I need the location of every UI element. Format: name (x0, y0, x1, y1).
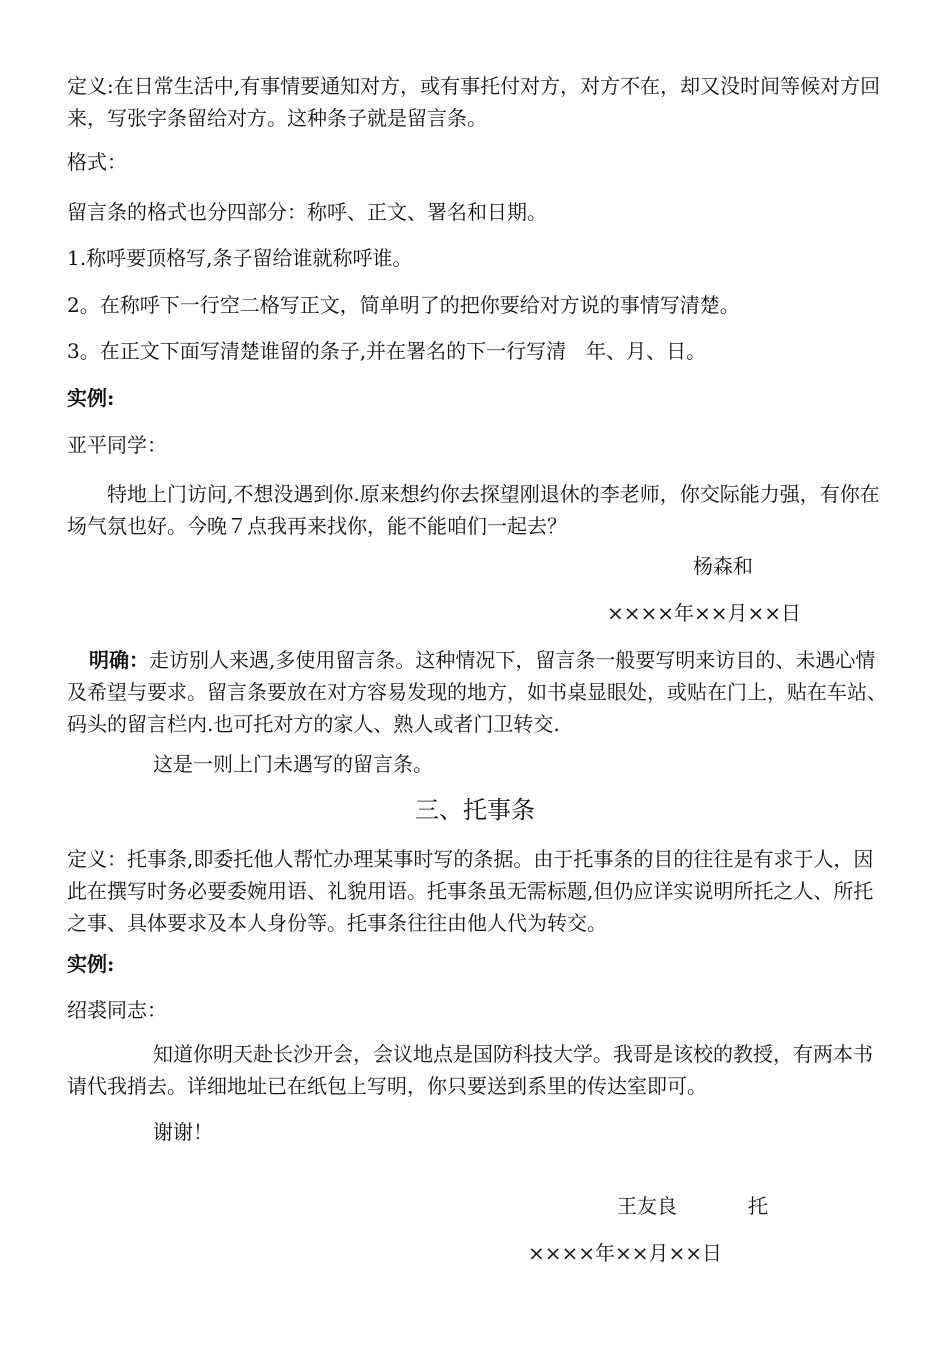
clarify-text: 走访别人来遇,多使用留言条。这种情况下，留言条一般要写明来访目的、未遇心情及希望与要求。留言条要放在对方容易发现的地方，如书桌显眼处，或贴在门上，贴在车站、码头的留言栏内.也可托对方的家人、熟人或者门卫转交. (67, 648, 887, 736)
format-rule-2: 2。在称呼下一行空二格写正文，简单明了的把你要给对方说的事情写清楚。 (67, 293, 740, 317)
example-salutation: 亚平同学： (67, 433, 167, 457)
example2-salutation: 绍裘同志： (67, 998, 167, 1022)
example2-signature-suffix: 托 (748, 1194, 768, 1218)
example-body: 特地上门访问,不想没遇到你.原来想约你去探望刚退休的李老师，你交际能力强，有你在场气氛也好。今晚７点我再来找你，能不能咱们一起去？ (67, 482, 880, 538)
format-label: 格式： (67, 150, 127, 174)
format-rule-3: 3。在正文下面写清楚谁留的条子,并在署名的下一行写清 年、月、日。 (67, 339, 707, 363)
example2-body: 知道你明天赴长沙开会，会议地点是国防科技大学。我哥是该校的教授，有两本书请代我捎去。详细地址已在纸包上写明，你只要送到系里的传达室即可。 (67, 1042, 873, 1098)
example-label: 实例: (67, 386, 115, 410)
example-signature: 杨森和 (693, 554, 753, 578)
example2-signature-name: 王友良 (617, 1194, 677, 1218)
example-date: ××××年××月××日 (607, 601, 802, 625)
clarify-label: 明确： (89, 648, 149, 672)
section-heading: 三、托事条 (415, 796, 535, 824)
example2-thanks: 谢谢！ (153, 1120, 213, 1144)
definition-paragraph: 定义:在日常生活中,有事情要通知对方，或有事托付对方，对方不在，却又没时间等候对方回来，写张字条留给对方。这种条子就是留言条。 (67, 74, 881, 130)
example2-label: 实例: (67, 952, 115, 976)
section2-definition: 定义：托事条,即委托他人帮忙办理某事时写的条据。由于托事条的目的往往是有求于人，因此在撰写时务必要委婉用语、礼貌用语。托事条虽无需标题,但仍应详实说明所托之人、所托之事、具体要求及本人身份等。托事条往往由他人代为转交。 (67, 847, 874, 935)
format-rule-1: 1.称呼要顶格写,条子留给谁就称呼谁。 (67, 246, 413, 270)
format-intro: 留言条的格式也分四部分：称呼、正文、署名和日期。 (67, 200, 547, 224)
example-note: 这是一则上门未遇写的留言条。 (153, 752, 433, 776)
example2-date: ××××年××月××日 (528, 1241, 723, 1265)
clarify-paragraph (67, 644, 889, 740)
